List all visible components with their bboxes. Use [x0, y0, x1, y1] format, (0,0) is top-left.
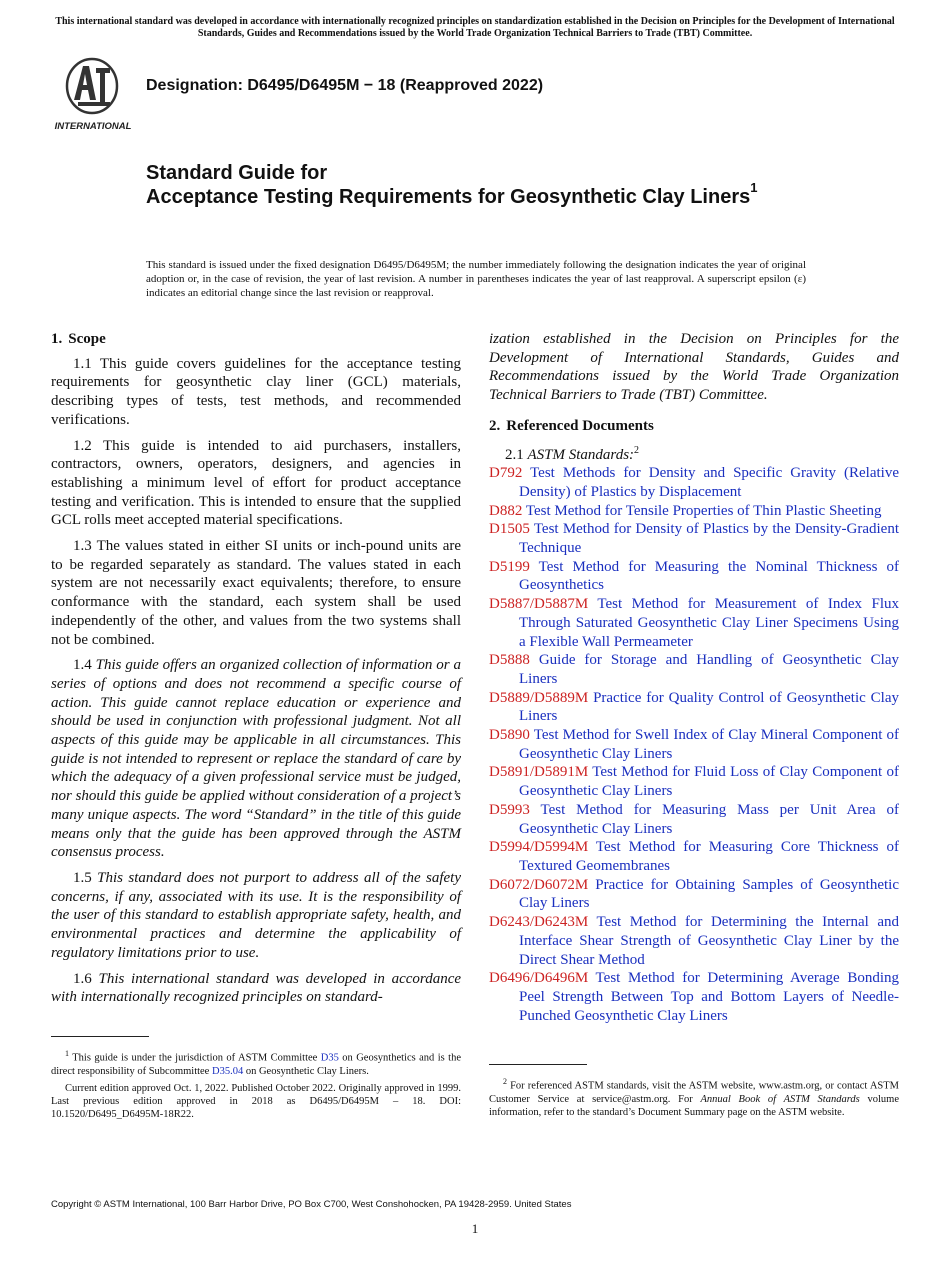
footnote-mark: 1 [65, 1049, 69, 1058]
reference-code-link[interactable]: D6243/D6243M [489, 914, 589, 931]
reference-title-link[interactable]: Test Methods for Density and Specific Gravity (Relative Density) of Plastics by Displacement [519, 465, 899, 500]
reference-item [489, 595, 899, 651]
reference-title-link[interactable]: Test Method for Tensile Properties of Thin Plastic Sheeting [525, 502, 882, 519]
para-number: 1.2 [73, 437, 92, 454]
reference-code-link[interactable]: D5889/D5889M [489, 689, 589, 706]
reference-title-link[interactable]: Test Method for Measurement of Index Flux Through Saturated Geosynthetic Clay Liner Specimens Using a Flexible Wall Permeameter [519, 596, 899, 650]
reference-code-link[interactable]: D6496/D6496M [489, 970, 589, 987]
reference-title-link[interactable]: Practice for Obtaining Samples of Geosynthetic Clay Liners [519, 876, 899, 912]
reference-title-link[interactable]: Test Method for Determining Average Bonding Peel Strength Between Top and Bottom Layers of Needle-Punched Geosynthetic Clay Liners [519, 970, 899, 1024]
footnote-mark[interactable]: 2 [634, 444, 640, 456]
reference-title-link[interactable]: Practice for Quality Control of Geosynthetic Clay Liners [519, 689, 899, 725]
reference-code-link[interactable]: D5199 [489, 558, 530, 575]
reference-code-link[interactable]: D5994/D5994M [489, 839, 589, 856]
reference-code-link[interactable]: D5888 [489, 652, 530, 669]
footnotes-left [51, 1047, 461, 1125]
astm-standards-label [489, 442, 899, 465]
para-text: The values stated in either SI units or inch-pound units are to be regarded separately as standard. The values stated in each system are not necessarily exact equivalents; therefore, to ensure conformance with the standard, each system shall be used independently of the other, and values from the two systems shall not be combined. [51, 538, 462, 648]
right-column [489, 330, 899, 1025]
scope-1-6 [51, 970, 461, 1007]
reference-code-link[interactable]: D5890 [489, 727, 530, 744]
left-column [51, 330, 461, 1014]
para-text: This standard does not purport to address all of the safety concerns, if any, associated with its use. It is the responsibility of the user of this standard to establish appropriate safety, health, and environmental practices and determine the applicability of regulatory limitations prior to use. [51, 869, 462, 961]
reference-code-link[interactable]: D1505 [489, 521, 530, 538]
footnote-2 [489, 1075, 899, 1119]
reference-code-link[interactable]: D5887/D5887M [489, 596, 589, 613]
document-title [146, 161, 826, 209]
title-line-1: Standard Guide for [146, 162, 328, 184]
reference-title-link[interactable]: Test Method for Measuring the Nominal Thickness of Geosynthetics [519, 558, 899, 594]
reference-title-link[interactable]: Test Method for Swell Index of Clay Mineral Component of Geosynthetic Clay Liners [519, 727, 899, 762]
reference-item [489, 763, 899, 800]
scope-heading-text: Scope [68, 331, 106, 347]
reference-item [489, 520, 899, 557]
footnote-text: on Geosynthetics and is the direct responsibility of Subcommittee [51, 1052, 462, 1077]
reference-item [489, 689, 899, 726]
reference-item [489, 913, 899, 969]
scope-1-6-continued: ization established in the Decision on Principles for the Development of International Standards, Guides and Recommendations issued by the World Trade Organization Technical Barriers to Trade (TBT) Committee. [489, 331, 899, 404]
logo-text: INTERNATIONAL [54, 121, 132, 132]
para-text: This guide offers an organized collection of information or a series of options and does not recommend a specific course of action. This guide cannot replace education or experience and should be used in conjunction with professional judgment. Not all aspects of this guide may be applicable in all circumstances. This guide is not intended to represent or replace the standard of care by which the adequacy of a given professional service must be judged, nor should this guide be applied without consideration of a project’s many unique aspects. The word “Standard” in the title of this guide means only that the guide has been approved through the ASTM consensus process. [51, 657, 461, 861]
referenced-heading-text: Referenced Documents [506, 417, 654, 434]
footnote-edition: Current edition approved Oct. 1, 2022. Published October 2022. Originally approved in 1999. Last previous edition approved in 2018 as D6495/D6495M – 18. DOI: 10.1520/D6495_D6495M-18R22. [51, 1082, 461, 1120]
referenced-heading [489, 417, 899, 436]
reference-item [489, 838, 899, 875]
reference-item [489, 464, 899, 501]
footnote-rule-right [489, 1064, 587, 1065]
scope-number: 1. [51, 331, 63, 347]
reference-code-link[interactable]: D6072/D6072M [489, 876, 589, 893]
reference-item [489, 558, 899, 595]
scope-1-2 [51, 437, 461, 531]
reference-code-link[interactable]: D882 [489, 502, 523, 519]
footnote-text: For referenced ASTM standards, visit the ASTM website, www.astm.org, or contact ASTM Customer Service at service@astm.org. For [489, 1080, 900, 1105]
footnote-rule-left [51, 1036, 149, 1037]
scope-heading [51, 330, 461, 349]
para-number: 1.3 [73, 538, 92, 555]
committee-link[interactable]: D35 [320, 1052, 339, 1064]
para-number: 1.5 [73, 869, 92, 886]
para-number: 2.1 [505, 446, 524, 463]
subcommittee-link[interactable]: D35.04 [211, 1065, 244, 1077]
page-number: 1 [471, 1221, 479, 1236]
reference-title-link[interactable]: Guide for Storage and Handling of Geosynthetic Clay Liners [519, 652, 900, 687]
footnote-text: on Geosynthetic Clay Liners. [245, 1065, 369, 1077]
footnote-text: This guide is under the jurisdiction of ASTM Committee [72, 1052, 318, 1064]
para-number: 1.4 [73, 657, 92, 674]
reference-title-link[interactable]: Test Method for Measuring Core Thickness of Textured Geomembranes [519, 839, 899, 874]
reference-item [489, 651, 899, 688]
para-text: This international standard was developed in accordance with internationally recognized principles on standard- [51, 970, 462, 1006]
designation: Designation: D6495/D6495M − 18 (Reapproved 2022) [146, 77, 544, 94]
reference-code-link[interactable]: D5891/D5891M [489, 764, 589, 781]
standards-notice: This international standard was developed in accordance with internationally recognized principles on standardization established in the Decision on Principles for the Development of International Standards, Guides and Recommendations issued by the World Trade Organization Technical Barriers to Trade (TBT) Committee. [55, 16, 895, 39]
para-text: This guide is intended to aid purchasers, installers, contractors, owners, operators, designers, and agencies in establishing a minimum level of effort for product acceptance testing and verification. This is intended to ensure that the supplied GCL rolls meet accepted material specifications. [51, 437, 462, 529]
reference-item [489, 969, 899, 1025]
footnote-text: volume information, refer to the standard’s Document Summary page on the ASTM website. [489, 1093, 900, 1118]
footnote-1 [51, 1047, 461, 1078]
reference-item [489, 801, 899, 838]
reference-title-link[interactable]: Test Method for Fluid Loss of Clay Component of Geosynthetic Clay Liners [519, 764, 899, 800]
para-number: 1.6 [73, 970, 92, 987]
reference-code-link[interactable]: D792 [489, 465, 523, 482]
reference-title-link[interactable]: Test Method for Density of Plastics by the Density-Gradient Technique [519, 521, 900, 557]
sub-label: ASTM Standards: [527, 446, 635, 463]
para-number: 1.1 [73, 355, 92, 372]
issued-note: This standard is issued under the fixed designation D6495/D6495M; the number immediately following the designation indicates the year of original adoption or, in the case of revision, the year of last revision. A number in parentheses indicates the year of last reapproval. A superscript epsilon (ε) indicates an editorial change since the last revision or reapproval. [146, 259, 806, 299]
scope-1-5 [51, 869, 461, 963]
astm-international-logo-icon [52, 56, 136, 136]
copyright: Copyright © ASTM International, 100 Barr Harbor Drive, PO Box C700, West Conshohocken, PA 19428-2959. United States [51, 1199, 572, 1210]
title-footnote-mark[interactable]: 1 [750, 180, 758, 196]
reference-item [489, 876, 899, 913]
reference-item [489, 502, 899, 521]
referenced-number: 2. [489, 417, 501, 434]
reference-code-link[interactable]: D5993 [489, 801, 530, 818]
scope-1-4 [51, 656, 461, 862]
scope-1-3 [51, 537, 461, 649]
astm-logo [52, 56, 136, 136]
footnote-italic: Annual Book of ASTM Standards [700, 1093, 860, 1105]
title-main: Acceptance Testing Requirements for Geosynthetic Clay Liners [146, 186, 751, 208]
reference-title-link[interactable]: Test Method for Determining the Internal and Interface Shear Strength of Geosynthetic Clay Liner by the Direct Shear Method [519, 914, 899, 968]
reference-list [489, 464, 899, 1025]
reference-title-link[interactable]: Test Method for Measuring Mass per Unit Area of Geosynthetic Clay Liners [519, 801, 899, 837]
footnote-mark: 2 [503, 1077, 507, 1086]
para-text: This guide covers guidelines for the acceptance testing requirements for geosynthetic clay liner (GCL) materials, describing types of tests, test methods, and recommended verifications. [51, 355, 461, 428]
footnotes-right [489, 1075, 899, 1123]
reference-item [489, 726, 899, 763]
scope-1-1 [51, 355, 461, 430]
title-line-2 [146, 180, 826, 209]
